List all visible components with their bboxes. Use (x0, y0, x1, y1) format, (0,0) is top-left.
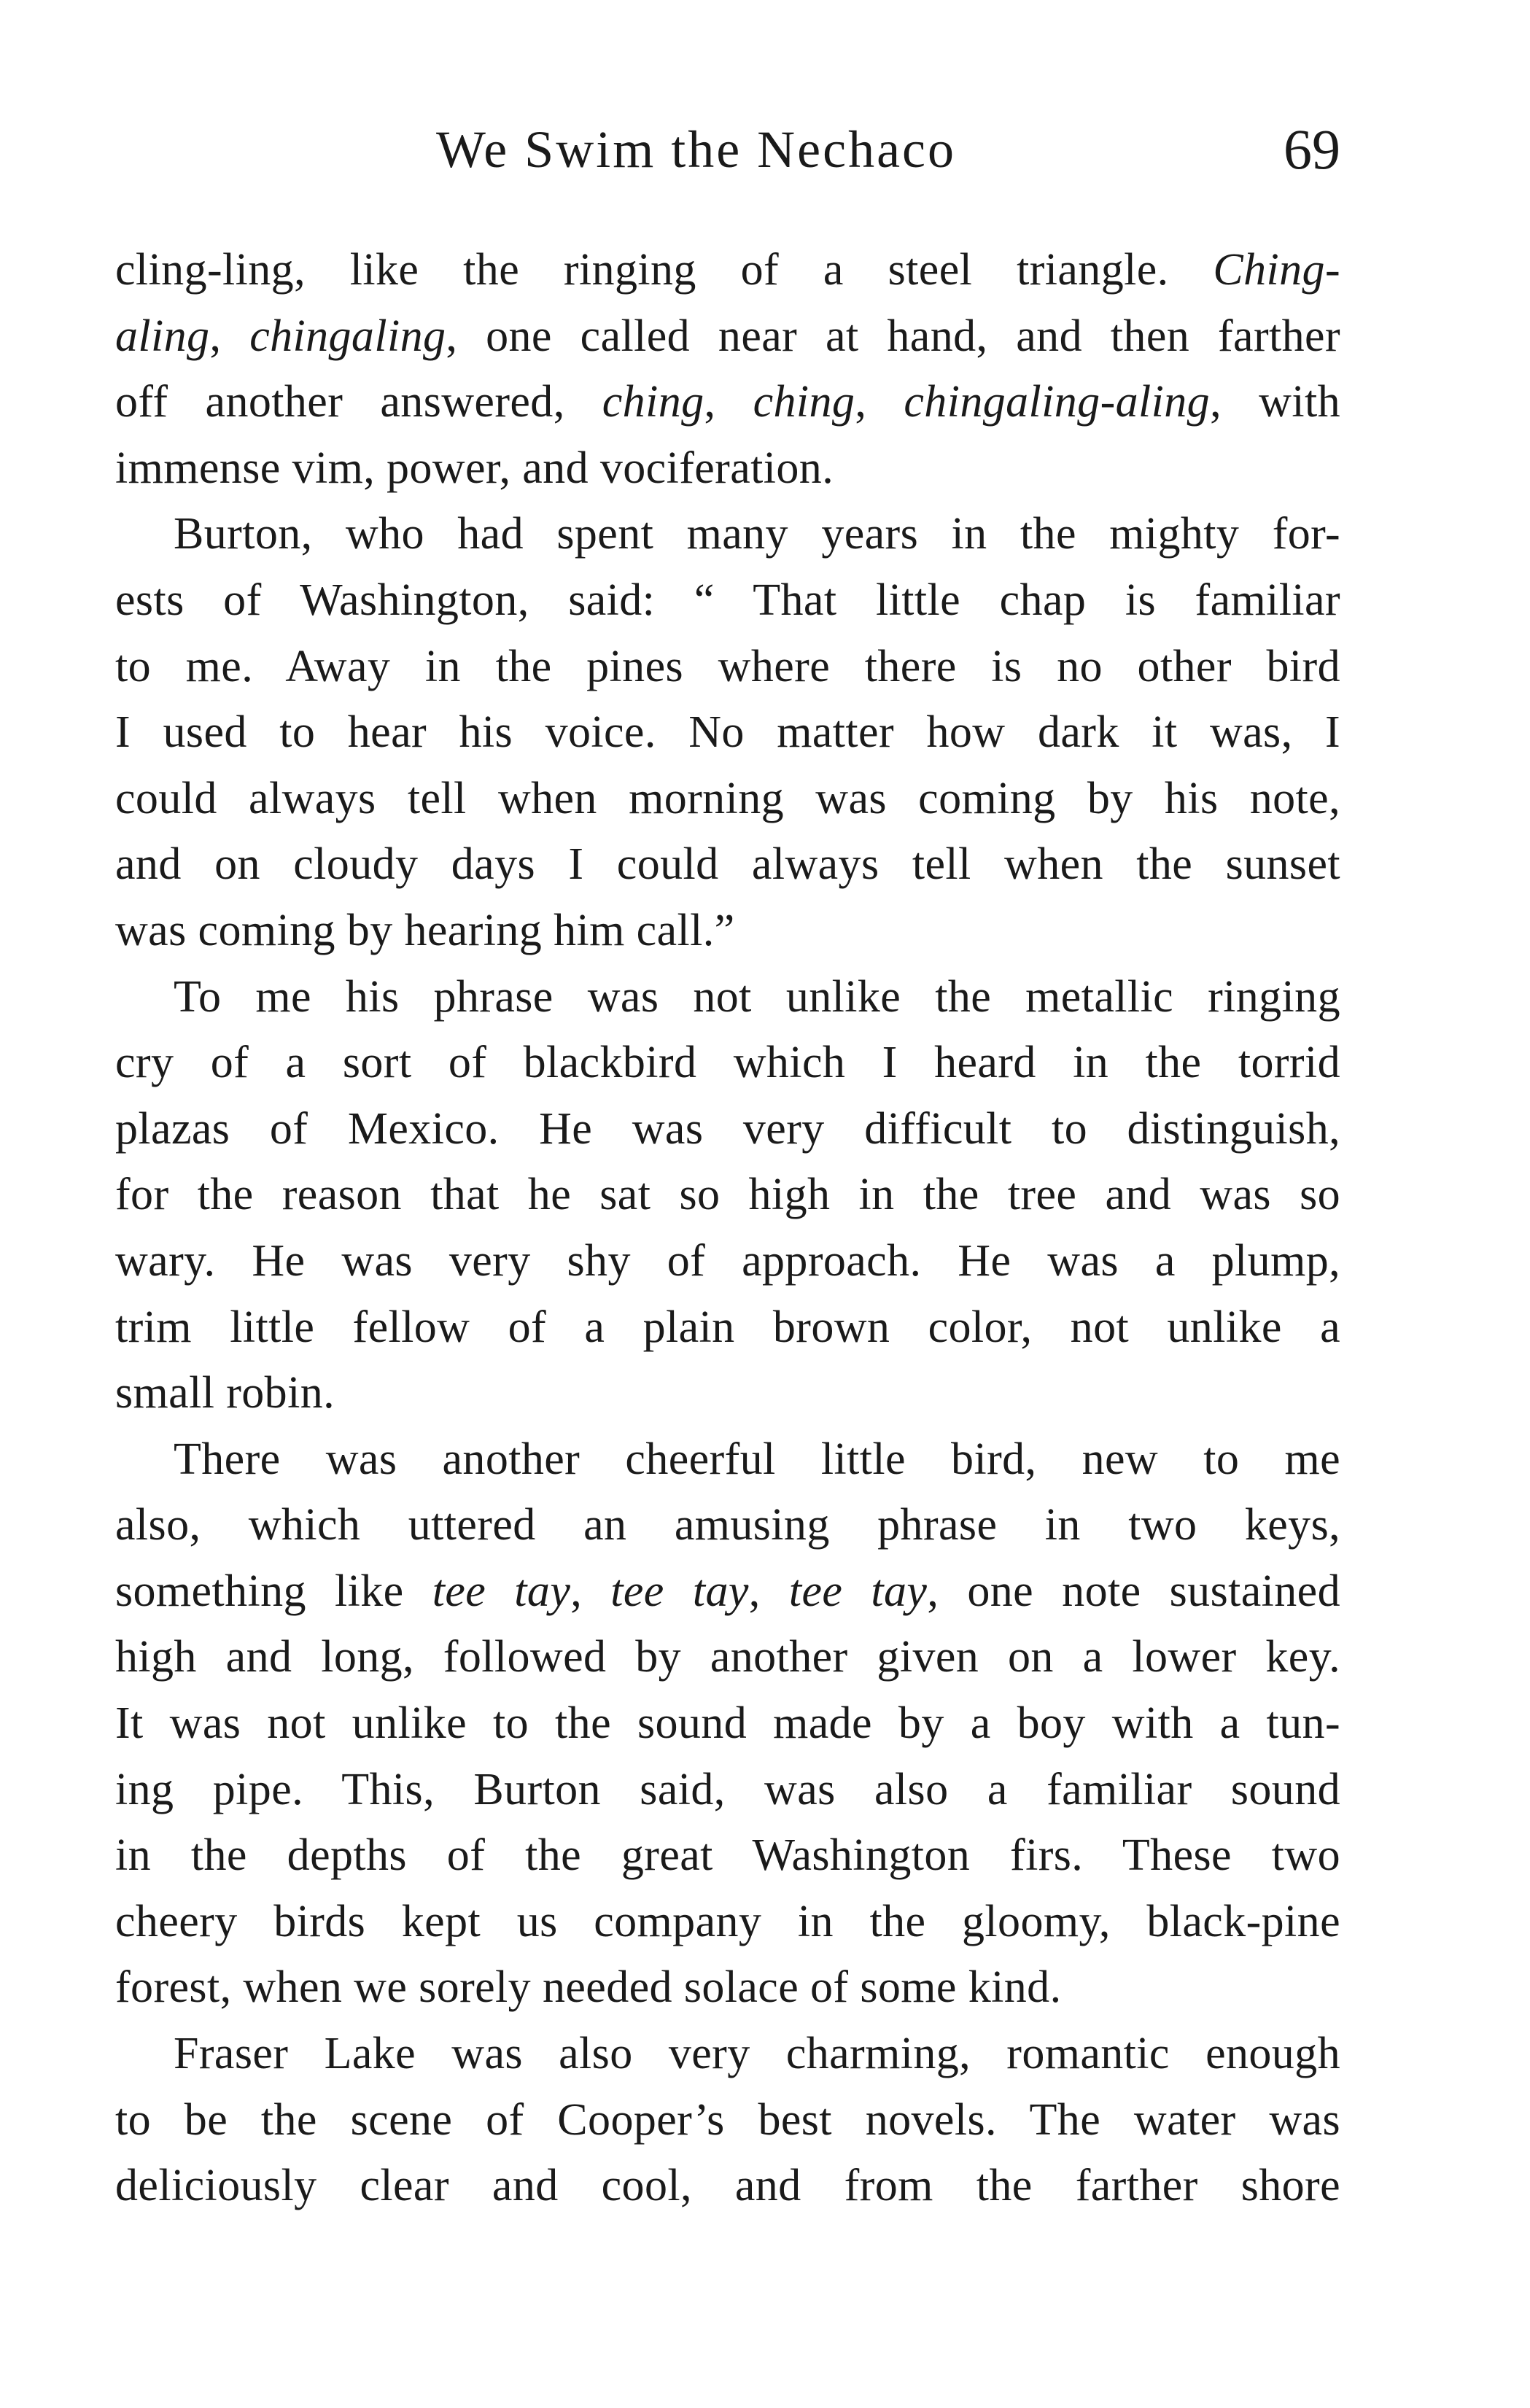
page-number: 69 (1284, 117, 1340, 181)
text-segment: ing pipe. This, Burton said, was also a familiar sound (115, 1764, 1340, 1814)
text-line (115, 1294, 1340, 1361)
text-segment: could always tell when morning was coming by his note, (115, 773, 1340, 823)
text-line (115, 567, 1340, 634)
text-line (115, 303, 1340, 370)
text-line (115, 1228, 1340, 1294)
text-line (115, 1558, 1340, 1625)
text-segment: forest, when we sorely needed solace of some kind. (115, 1962, 1062, 2013)
text-segment: something like (115, 1566, 432, 1616)
text-segment: off another answered, (115, 377, 602, 427)
text-line (115, 831, 1340, 898)
paragraph-first-line (115, 501, 1340, 567)
text-line (115, 1096, 1340, 1162)
running-head (115, 109, 1340, 190)
text-segment: I used to hear his voice. No matter how dark it was, I (115, 707, 1340, 758)
text-segment: , (748, 1566, 789, 1616)
italic-text: aling (115, 311, 210, 361)
text-line (115, 237, 1340, 303)
text-segment: in the depths of the great Washington firs. These two (115, 1830, 1340, 1881)
text-line (115, 1690, 1340, 1757)
text-line (115, 1162, 1340, 1228)
text-segment: also, which uttered an amusing phrase in two keys, (115, 1500, 1340, 1550)
text-line (115, 1492, 1340, 1558)
italic-text: ching (602, 377, 704, 427)
text-segment: , (704, 377, 753, 427)
text-segment: plazas of Mexico. He was very difficult to distinguish, (115, 1103, 1340, 1154)
paragraph-first-line (115, 2021, 1340, 2087)
italic-text: tee tay (788, 1566, 928, 1616)
italic-text: tee tay (610, 1566, 749, 1616)
text-line (115, 435, 1340, 502)
italic-text: chingaling-aling (904, 377, 1211, 427)
text-line (115, 2087, 1340, 2153)
text-segment: wary. He was very shy of approach. He was a plump, (115, 1235, 1340, 1286)
text-line (115, 1757, 1340, 1823)
body-text (115, 237, 1340, 2219)
text-segment: small robin. (115, 1368, 335, 1418)
text-segment: cheery birds kept us company in the gloomy, black-pine (115, 1896, 1340, 1946)
italic-text: ching (753, 377, 855, 427)
text-segment: , (209, 311, 250, 361)
text-segment: Fraser Lake was also very charming, romantic enough (174, 2029, 1340, 2079)
text-line (115, 1954, 1340, 2021)
text-segment: and on cloudy days I could always tell when the sunset (115, 839, 1340, 890)
text-segment: There was another cheerful little bird, new to me (174, 1434, 1340, 1484)
running-title: We Swim the Nechaco (436, 120, 956, 179)
italic-text: tee tay (432, 1566, 571, 1616)
text-segment: was coming by hearing him call.” (115, 905, 735, 955)
text-segment: , (570, 1566, 611, 1616)
text-segment: Burton, who had spent many years in the mighty for- (174, 509, 1340, 559)
text-segment: It was not unlike to the sound made by a boy with a tun- (115, 1698, 1340, 1749)
paragraph-first-line (115, 964, 1340, 1030)
text-segment: cling-ling, like the ringing of a steel triangle. (115, 245, 1213, 295)
text-segment: to me. Away in the pines where there is no other bird (115, 641, 1340, 691)
text-line (115, 634, 1340, 700)
text-segment: trim little fellow of a plain brown color, not unlike a (115, 1302, 1340, 1352)
text-line (115, 1822, 1340, 1889)
text-segment: , one note sustained (927, 1566, 1340, 1616)
text-line (115, 369, 1340, 435)
text-segment: cry of a sort of blackbird which I heard in the torrid (115, 1038, 1340, 1088)
text-segment: immense vim, power, and vociferation. (115, 443, 834, 493)
text-line (115, 1889, 1340, 1955)
text-line (115, 699, 1340, 766)
italic-text: chingaling (249, 311, 446, 361)
text-segment: ests of Washington, said: “ That little chap is familiar (115, 575, 1340, 625)
italic-text: Ching- (1213, 245, 1340, 295)
text-line (115, 1360, 1340, 1426)
text-line (115, 1030, 1340, 1096)
text-segment: to be the scene of Cooper’s best novels. The water was (115, 2094, 1340, 2145)
text-segment: for the reason that he sat so high in the tree and was so (115, 1170, 1340, 1220)
paragraph-first-line (115, 1426, 1340, 1493)
text-segment: deliciously clear and cool, and from the farther shore (115, 2161, 1340, 2211)
text-line (115, 766, 1340, 832)
text-line (115, 1624, 1340, 1690)
text-segment: high and long, followed by another given on a lower key. (115, 1632, 1340, 1682)
text-segment: , with (1210, 377, 1340, 427)
text-line (115, 2153, 1340, 2219)
text-line (115, 898, 1340, 964)
text-segment: To me his phrase was not unlike the metallic ringing (174, 971, 1340, 1022)
text-segment: , (855, 377, 904, 427)
text-segment: , one called near at hand, and then farther (446, 311, 1340, 361)
